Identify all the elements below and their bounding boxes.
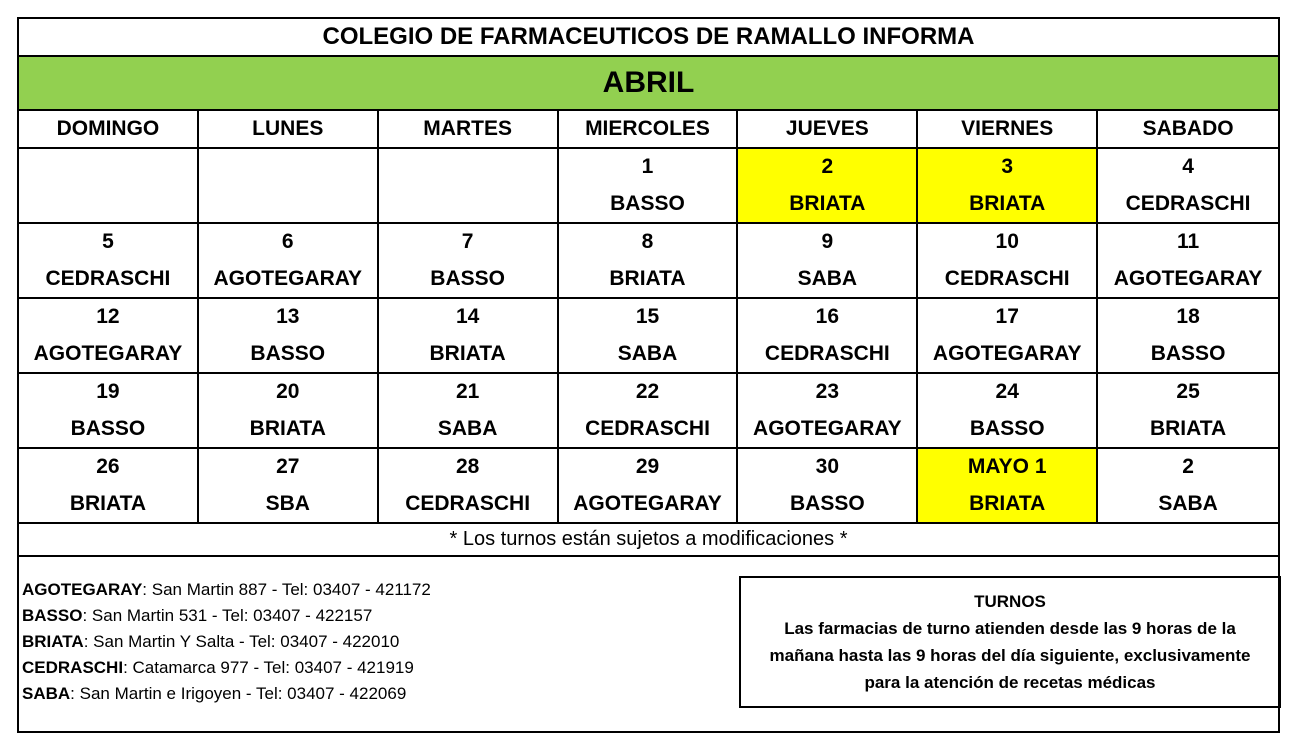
- weekday-header: LUNES: [199, 111, 379, 149]
- pharmacy-name: AGOTEGARAY: [1113, 266, 1263, 290]
- contact-info: : San Martin e Irigoyen - Tel: 03407 - 422069: [70, 684, 407, 703]
- turnos-info-box: [739, 576, 1281, 708]
- calendar-day-cell: [379, 299, 559, 374]
- day-number: 5: [102, 230, 114, 254]
- pharmacy-name: SABA: [1158, 491, 1218, 515]
- pharmacy-name: BRIATA: [429, 341, 506, 365]
- calendar-day-cell: [559, 224, 739, 299]
- contact-name: BASSO: [22, 606, 83, 625]
- turnos-line-3: para la atención de recetas médicas: [864, 673, 1156, 692]
- day-number: 30: [815, 455, 840, 479]
- pharmacy-name: BASSO: [969, 416, 1045, 440]
- pharmacy-name: SABA: [797, 266, 858, 290]
- calendar-day-cell: [738, 374, 918, 449]
- day-number: 20: [276, 380, 300, 404]
- calendar-day-cell: [19, 299, 199, 374]
- calendar-empty-cell: [19, 149, 199, 224]
- contact-row: [22, 655, 431, 681]
- calendar-empty-cell: [199, 149, 379, 224]
- pharmacy-name: BRIATA: [69, 491, 147, 515]
- day-number: 16: [815, 305, 840, 329]
- calendar-day-cell: [379, 374, 559, 449]
- day-number: 18: [1176, 305, 1200, 329]
- pharmacy-name: AGOTEGARAY: [213, 266, 363, 290]
- calendar-day-cell: [738, 299, 918, 374]
- month-banner: ABRIL: [19, 57, 1278, 111]
- pharmacy-name: BASSO: [70, 416, 146, 440]
- day-number: 7: [461, 230, 474, 254]
- calendar-day-cell: [918, 299, 1098, 374]
- turnos-line-1: Las farmacias de turno atienden desde las 9 horas de la: [784, 619, 1236, 638]
- calendar-day-cell: [199, 224, 379, 299]
- day-number: 10: [995, 230, 1019, 254]
- pharmacy-name: AGOTEGARAY: [573, 491, 722, 515]
- pharmacy-name: BRIATA: [969, 491, 1046, 515]
- day-number: 29: [635, 455, 660, 479]
- day-number: MAYO 1: [967, 455, 1047, 479]
- day-number: 4: [1182, 155, 1194, 179]
- weekday-header: MIERCOLES: [559, 111, 739, 149]
- pharmacy-name: BASSO: [250, 341, 326, 365]
- day-number: 28: [455, 455, 480, 479]
- day-number: 15: [635, 305, 660, 329]
- contact-name: CEDRASCHI: [22, 658, 124, 677]
- day-number: 25: [1176, 380, 1200, 404]
- pharmacy-name: SABA: [617, 341, 678, 365]
- calendar-day-cell: [199, 449, 379, 524]
- weekday-header: JUEVES: [738, 111, 918, 149]
- day-number: 9: [821, 230, 834, 254]
- pharmacy-name: SBA: [265, 491, 310, 515]
- calendar-day-cell: [559, 299, 739, 374]
- day-number: 13: [276, 305, 300, 329]
- day-number: 14: [455, 305, 480, 329]
- disclaimer-note: * Los turnos están sujetos a modificaciones *: [19, 524, 1278, 557]
- day-number: 21: [455, 380, 480, 404]
- day-number: 8: [641, 230, 654, 254]
- calendar-day-cell: [1098, 149, 1278, 224]
- contact-name: SABA: [22, 684, 71, 703]
- calendar-day-cell: [738, 224, 918, 299]
- calendar-day-cell: [19, 374, 199, 449]
- turnos-title: TURNOS: [974, 592, 1046, 611]
- pharmacy-name: CEDRASCHI: [944, 266, 1070, 290]
- contact-row: [22, 603, 431, 629]
- calendar-day-cell: [738, 149, 918, 224]
- pharmacy-name: BASSO: [1150, 341, 1226, 365]
- contact-row: [22, 629, 431, 655]
- pharmacy-name: AGOTEGARAY: [932, 341, 1082, 365]
- pharmacy-name: AGOTEGARAY: [33, 341, 183, 365]
- pharmacy-contacts-list: [22, 577, 431, 707]
- day-number: 27: [276, 455, 300, 479]
- pharmacy-name: BRIATA: [789, 191, 866, 215]
- page-title: COLEGIO DE FARMACEUTICOS DE RAMALLO INFORMA: [19, 19, 1278, 57]
- pharmacy-name: BRIATA: [1149, 416, 1227, 440]
- pharmacy-name: BRIATA: [969, 191, 1046, 215]
- day-number: 19: [96, 380, 120, 404]
- pharmacy-name: CEDRASCHI: [405, 491, 531, 515]
- pharmacy-name: CEDRASCHI: [585, 416, 710, 440]
- calendar-day-cell: [738, 449, 918, 524]
- calendar-day-cell: [199, 374, 379, 449]
- day-number: 2: [821, 155, 834, 179]
- day-number: 12: [96, 305, 120, 329]
- contact-info: : Catamarca 977 - Tel: 03407 - 421919: [123, 658, 414, 677]
- pharmacy-name: SABA: [437, 416, 498, 440]
- calendar-day-cell: [379, 449, 559, 524]
- pharmacy-name: CEDRASCHI: [764, 341, 890, 365]
- calendar-day-cell: [559, 449, 739, 524]
- calendar-day-cell: [918, 149, 1098, 224]
- pharmacy-name: BASSO: [430, 266, 505, 290]
- day-number: 3: [1001, 155, 1014, 179]
- pharmacy-name: AGOTEGARAY: [753, 416, 902, 440]
- day-number: 11: [1176, 230, 1200, 254]
- calendar-frame: [17, 17, 1280, 733]
- contact-name: AGOTEGARAY: [22, 580, 143, 599]
- day-number: 26: [96, 455, 120, 479]
- contact-info: : San Martin Y Salta - Tel: 03407 - 422010: [83, 632, 400, 651]
- calendar-day-cell: [559, 149, 739, 224]
- weekday-header: MARTES: [379, 111, 559, 149]
- turnos-line-2: mañana hasta las 9 horas del día siguiente, exclusivamente: [769, 646, 1251, 665]
- calendar-day-cell: [1098, 299, 1278, 374]
- day-number: 24: [995, 380, 1019, 404]
- day-number: 1: [641, 155, 654, 179]
- calendar-day-cell: [559, 374, 739, 449]
- calendar-day-cell: [1098, 224, 1278, 299]
- pharmacy-name: BRIATA: [609, 266, 686, 290]
- calendar-grid: [19, 111, 1278, 524]
- pharmacy-name: CEDRASCHI: [1125, 191, 1251, 215]
- calendar-day-cell: [199, 299, 379, 374]
- contact-info: : San Martin 531 - Tel: 03407 - 422157: [82, 606, 373, 625]
- calendar-day-cell: [1098, 374, 1278, 449]
- calendar-day-cell: [1098, 449, 1278, 524]
- calendar-day-cell: [19, 449, 199, 524]
- pharmacy-name: CEDRASCHI: [45, 266, 171, 290]
- day-number: 6: [281, 230, 294, 254]
- contact-info: : San Martin 887 - Tel: 03407 - 421172: [142, 580, 431, 599]
- calendar-day-cell: [918, 374, 1098, 449]
- calendar-day-cell: [19, 224, 199, 299]
- calendar-day-cell: [379, 224, 559, 299]
- pharmacy-name: BASSO: [790, 491, 865, 515]
- pharmacy-name: BASSO: [610, 191, 685, 215]
- day-number: 17: [995, 305, 1019, 329]
- calendar-day-cell: [918, 224, 1098, 299]
- day-number: 23: [815, 380, 840, 404]
- weekday-header: VIERNES: [918, 111, 1098, 149]
- pharmacy-name: BRIATA: [249, 416, 326, 440]
- contact-name: BRIATA: [22, 632, 84, 651]
- day-number: 2: [1182, 455, 1194, 479]
- contact-row: [22, 577, 431, 603]
- weekday-header: SABADO: [1098, 111, 1278, 149]
- calendar-day-cell: [918, 449, 1098, 524]
- calendar-empty-cell: [379, 149, 559, 224]
- day-number: 22: [635, 380, 660, 404]
- weekday-header: DOMINGO: [19, 111, 199, 149]
- contact-row: [22, 681, 431, 707]
